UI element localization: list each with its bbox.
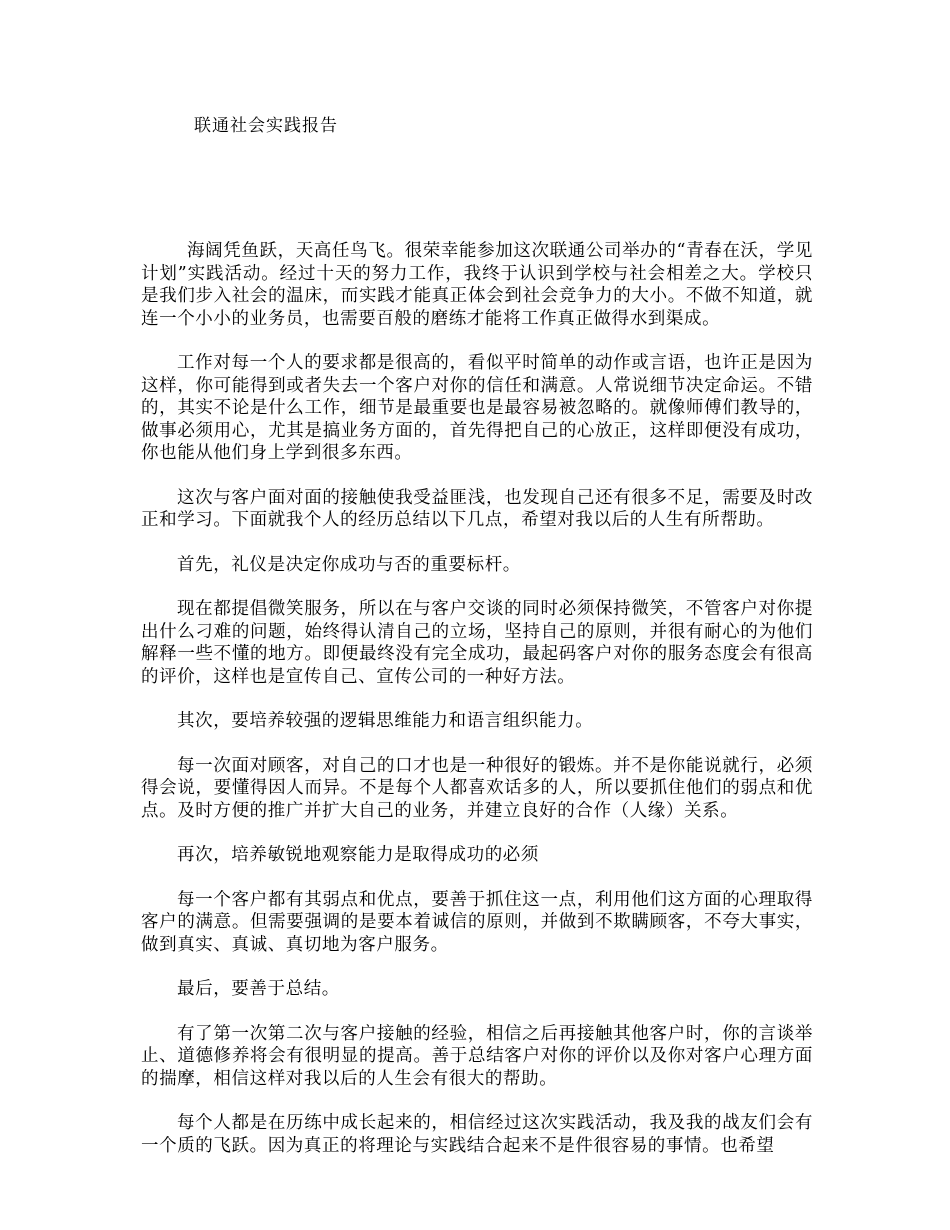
paragraph-point-summary: 最后，要善于总结。 bbox=[177, 979, 340, 999]
paragraph-point-etiquette: 首先，礼仪是决定你成功与否的重要标杆。 bbox=[177, 554, 521, 575]
paragraph-customer-psychology: 每一个客户都有其弱点和优点，要善于抓住这一点，利用他们这方面的心理取得客户的满意。但需要强调的是要本着诚信的原则，并做到不欺瞒顾客，不夸大事实，做到真实、真诚、真切地为客户服务。 bbox=[141, 889, 813, 955]
paragraph-communication: 每一次面对顾客，对自己的口才也是一种很好的锻炼。并不是你能说就行，必须得会说，要懂得因人而异。不是每个人都喜欢话多的人，所以要抓住他们的弱点和优点。及时方便的推广并扩大自己的业务，并建立良好的合作（人缘）关系。 bbox=[141, 755, 813, 821]
paragraph-point-logic: 其次，要培养较强的逻辑思维能力和语言组织能力。 bbox=[177, 711, 594, 731]
document-body bbox=[141, 240, 813, 1179]
paragraph-smile-service: 现在都提倡微笑服务，所以在与客户交谈的同时必须保持微笑，不管客户对你提出什么刁难的问题，始终得认清自己的立场，坚持自己的原则，并很有耐心的为他们解释一些不懂的地方。即便最终没有完全成功，最起码客户对你的服务态度会有很高的评价，这样也是宣传自己、宣传公司的一种好方法。 bbox=[141, 599, 813, 687]
paragraph-summary-intro: 这次与客户面对面的接触使我受益匪浅，也发现自己还有很多不足，需要及时改正和学习。下面就我个人的经历总结以下几点，希望对我以后的人生有所帮助。 bbox=[141, 487, 813, 530]
paragraph-experience: 有了第一次第二次与客户接触的经验，相信之后再接触其他客户时，你的言谈举止、道德修养将会有很明显的提高。善于总结客户对你的评价以及你对客户心理方面的揣摩，相信这样对我以后的人生会有很大的帮助。 bbox=[141, 1023, 813, 1089]
paragraph-work-details: 工作对每一个人的要求都是很高的，看似平时简单的动作或言语，也许正是因为这样，你可能得到或者失去一个客户对你的信任和满意。人常说细节决定命运。不错的，其实不论是什么工作，细节是最重要也是最容易被忽略的。就像师傅们教导的，做事必须用心，尤其是搞业务方面的，首先得把自己的心放正，这样即便没有成功，你也能从他们身上学到很多东西。 bbox=[141, 353, 813, 463]
document-title: 联通社会实践报告 bbox=[194, 116, 338, 136]
paragraph-point-observation: 再次，培养敏锐地观察能力是取得成功的必须 bbox=[177, 845, 539, 865]
paragraph-conclusion: 每个人都是在历练中成长起来的，相信经过这次实践活动，我及我的战友们会有一个质的飞跃。因为真正的将理论与实践结合起来不是件很容易的事情。也希望 bbox=[141, 1113, 813, 1156]
paragraph-intro: 海阔凭鱼跃，天高任鸟飞。很荣幸能参加这次联通公司举办的“青春在沃，学见计划”实践活动。经过十天的努力工作，我终于认识到学校与社会相差之大。学校只是我们步入社会的温床，而实践才能真正体会到社会竞争力的大小。不做不知道，就连一个小小的业务员，也需要百般的磨练才能将工作真正做得水到渠成。 bbox=[141, 241, 813, 329]
